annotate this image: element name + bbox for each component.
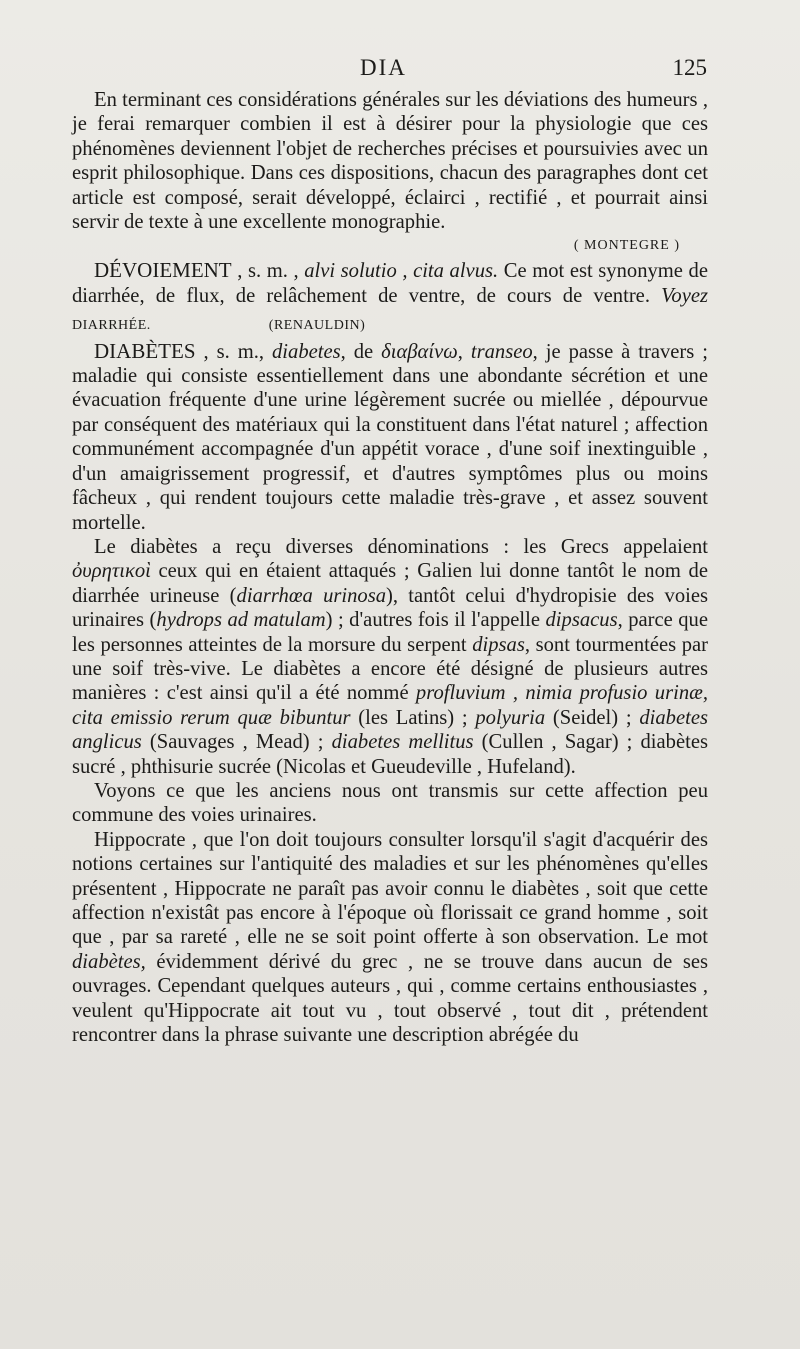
- cross-reference: DIARRHÉE.: [72, 318, 151, 334]
- entry-diabetes: DIABÈTES , s. m., diabetes, de διαβαίνω, transeo, je passe à travers ; maladie qui consiste essentiellement dans une abondante sécrétion et une évacuation fréquente d'une urine légèrement sucrée ou miellée , dépourvue par conséquent des matériaux qui la constituent dans l'état naturel ; affection communément accompagnée d'un appétit vorace , d'une soif inextinguible , d'un amaigrissement progressif, et d'autres symptômes plus ou moins fâcheux , qui rendent toujours cette maladie très-grave , et assez souvent mortelle.: [72, 338, 708, 534]
- author-signature-renauldin: (RENAULDIN): [268, 318, 366, 334]
- lemma-devoiement: DÉVOIEMENT: [94, 258, 232, 283]
- page-number: 125: [672, 55, 707, 80]
- paragraph-anciens: Voyons ce que les anciens nous ont transmis sur cette affection peu commune des voies urinaires.: [72, 779, 708, 827]
- lemma-diabetes: DIABÈTES: [94, 338, 196, 363]
- latin-term: alvi solutio , cita alvus.: [304, 260, 499, 283]
- paragraph-denominations: Le diabètes a reçu diverses dénominations : les Grecs appelaient ὀυρητικοὶ ceux qui en étaient attaqués ; Galien lui donne tantôt le nom de diarrhée urineuse (diarrhœa urinosa), tantôt celui d'hydropisie des voies urinaires (hydrops ad matulam) ; d'autres fois il l'appelle dipsacus, parce que les personnes atteintes de la morsure du serpent dipsas, sont tourmentées par une soif très-vive. Le diabètes a encore été désigné de plusieurs autres manières : c'est ainsi qu'il a été nommé profluvium , nimia profusio urinæ, cita emissio rerum quæ bibuntur (les Latins) ; polyuria (Seidel) ; diabetes anglicus (Sauvages , Mead) ; diabetes mellitus (Cullen , Sagar) ; diabètes sucré , phthisurie sucrée (Nicolas et Gueudeville , Hufeland).: [72, 535, 708, 778]
- page-header: [0, 55, 800, 89]
- greek-word: διαβαίνω: [381, 340, 458, 363]
- body-text: [72, 88, 708, 1047]
- voyez-label: Voyez: [661, 284, 708, 307]
- paragraph-conclusion: En terminant ces considérations générales sur les déviations des humeurs , je ferai remarquer combien il est à désirer pour la physiologie que ces phénomènes deviennent l'objet de recherches précises et poursuivies avec un esprit philosophique. Dans ces dispositions, chacun des paragraphes dont cet article est composé, serait développé, éclairci , rectifié , et pourrait ainsi servir de texte à une excellente monographie.: [72, 89, 708, 234]
- author-signature-montegre: ( MONTEGRE ): [573, 238, 680, 254]
- paragraph-hippocrate: Hippocrate , que l'on doit toujours consulter lorsqu'il s'agit d'acquérir des notions certaines sur l'antiquité des maladies et sur les phénomènes qu'elles présentent , Hippocrate ne paraît pas avoir connu le diabètes , soit que cette affection n'existât pas encore à l'époque où florissait ce grand homme , soit que , par sa rareté , elle ne se soit point offerte à son observation. Le mot diabètes, évidemment dérivé du grec , ne se trouve dans aucun de ses ouvrages. Cependant quelques auteurs , qui , comme certains enthousiastes , veulent qu'Hippocrate ait tout vu , tout observé , tout dit , prétendent rencontrer dans la phrase suivante une description abrégée du: [72, 828, 708, 1047]
- entry-devoiement: DÉVOIEMENT , s. m. , alvi solutio , cita alvus. Ce mot est synonyme de diarrhée, de flux, de relâchement de ventre, de cours de ventre. Voyez DIARRHÉE. (RENAULDIN): [72, 258, 708, 334]
- running-head: DIA: [360, 55, 407, 80]
